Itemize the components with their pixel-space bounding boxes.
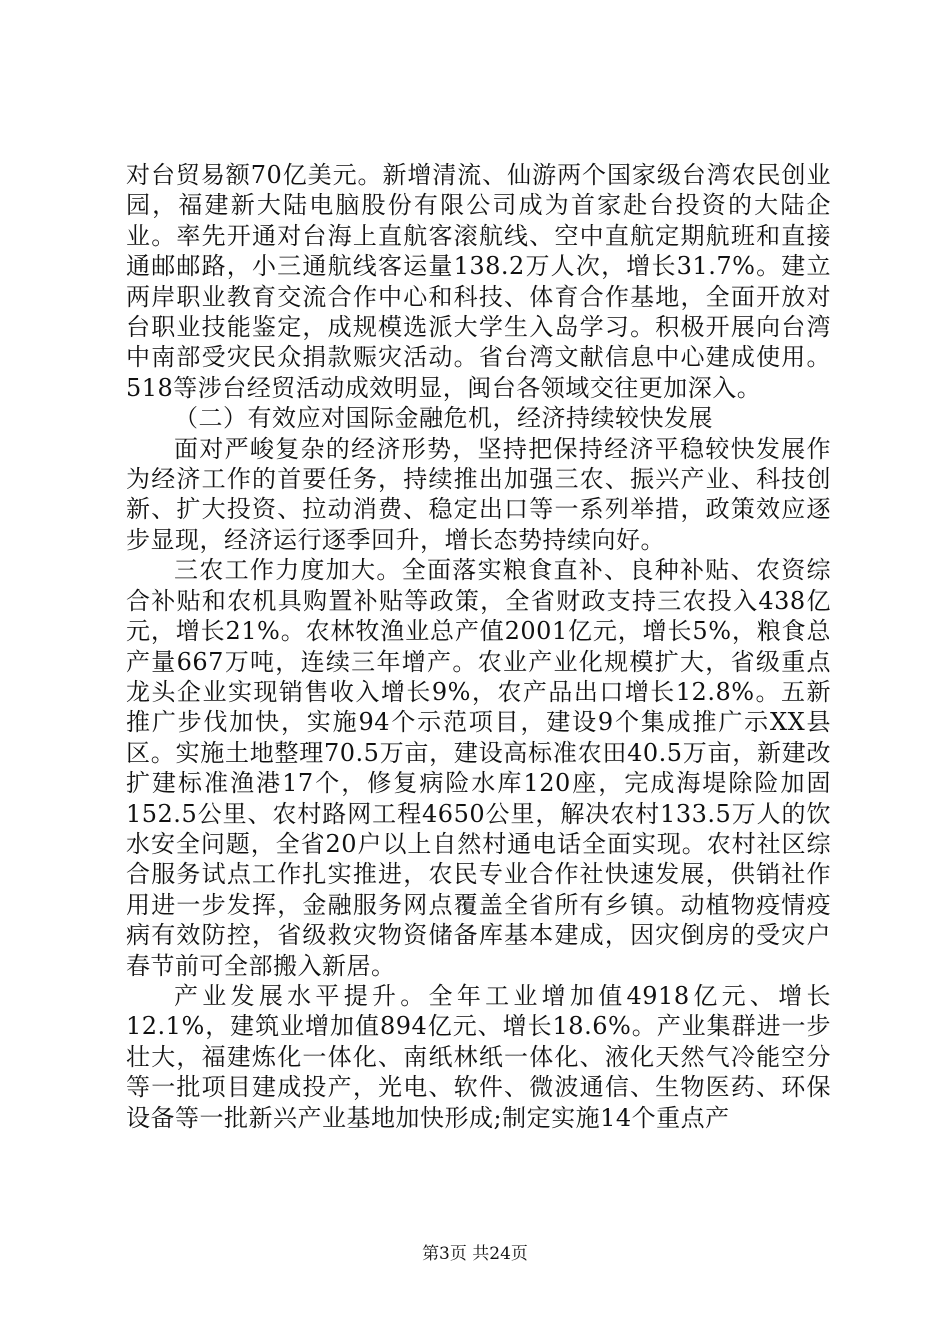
page-footer: 第3页 共24页 [422,1244,528,1264]
section-heading: （二）有效应对国际金融危机，经济持续较快发展 [174,404,713,433]
paragraph-4: 产业发展水平提升。全年工业增加值4918亿元、增长12.1%，建筑业增加值894亿元、增长18.6%。产业集群进一步壮大，福建炼化一体化、南纸林纸一体化、液化天然气冷能空分等一批项目建成投产，光电、软件、微波通信、生物医药、环保设备等一批新兴产业基地加快形成;制定实施14个重点产 [126,981,831,1132]
paragraph-2: 面对严峻复杂的经济形势，坚持把保持经济平稳较快发展作为经济工作的首要任务，持续推出加强三农、振兴产业、科技创新、扩大投资、拉动消费、稳定出口等一系列举措，政策效应逐步显现，经济运行逐季回升，增长态势持续向好。 [126,434,831,554]
document-body [126,160,831,1133]
paragraph-3: 三农工作力度加大。全面落实粮食直补、良种补贴、农资综合补贴和农机具购置补贴等政策，全省财政支持三农投入438亿元，增长21%。农林牧渔业总产值2001亿元，增长5%，粮食总产量667万吨，连续三年增产。农业产业化规模扩大，省级重点龙头企业实现销售收入增长9%，农产品出口增长12.8%。五新推广步伐加快，实施94个示范项目，建设9个集成推广示XX县区。实施土地整理70.5万亩，建设高标准农田40.5万亩，新建改扩建标准渔港17个，修复病险水库120座，完成海堤除险加固152.5公里、农村路网工程4650公里，解决农村133.5万人的饮水安全问题，全省20户以上自然村通电话全面实现。农村社区综合服务试点工作扎实推进，农民专业合作社快速发展，供销社作用进一步发挥，金融服务网点覆盖全省所有乡镇。动植物疫情疫病有效防控，省级救灾物资储备库基本建成，因灾倒房的受灾户春节前可全部搬入新居。 [126,556,831,980]
paragraph-1: 对台贸易额70亿美元。新增清流、仙游两个国家级台湾农民创业园，福建新大陆电脑股份有限公司成为首家赴台投资的大陆企业。率先开通对台海上直航客滚航线、空中直航定期航班和直接通邮邮路，小三通航线客运量138.2万人次，增长31.7%。建立两岸职业教育交流合作中心和科技、体育合作基地，全面开放对台职业技能鉴定，成规模选派大学生入岛学习。积极开展向台湾中南部受灾民众捐款赈灾活动。省台湾文献信息中心建成使用。518等涉台经贸活动成效明显，闽台各领域交往更加深入。 [126,161,831,402]
